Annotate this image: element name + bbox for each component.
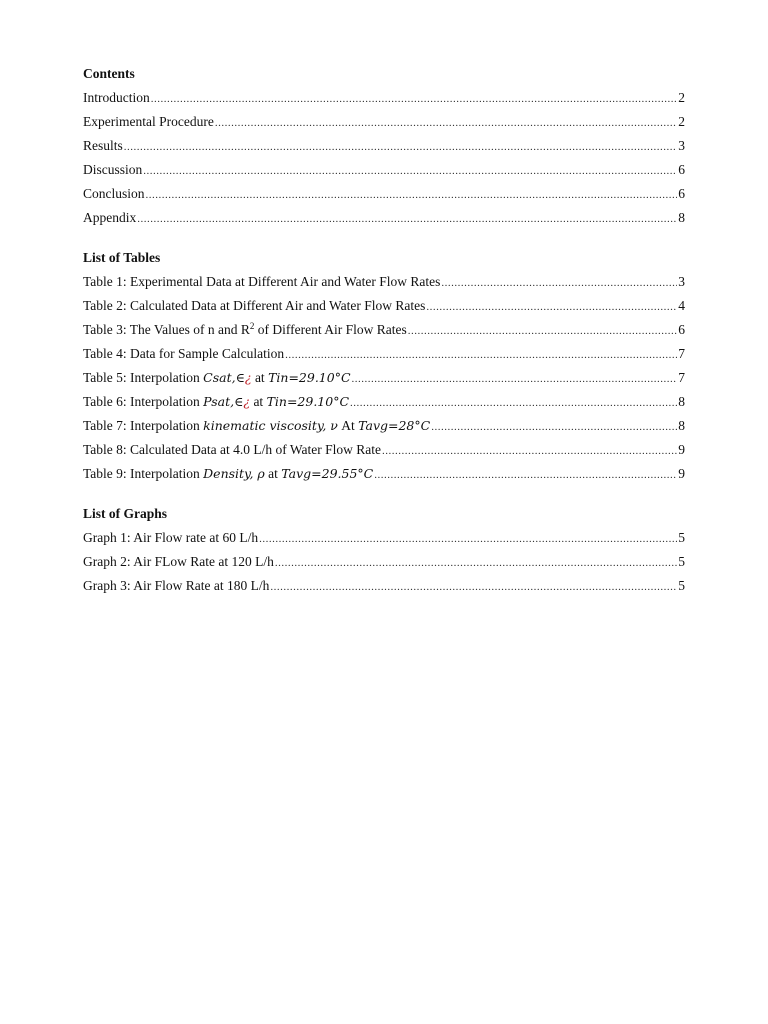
graph-page-number: 5	[678, 530, 685, 545]
section-spacer	[83, 230, 685, 246]
dot-leader	[441, 271, 677, 295]
label-text: at	[251, 370, 269, 385]
dot-leader	[285, 343, 677, 367]
toc-entry-label: Appendix	[83, 210, 137, 225]
table-entry-label: Table 4: Data for Sample Calculation	[83, 346, 285, 361]
toc-entry-label: Introduction	[83, 90, 150, 105]
toc-entry-label: Conclusion	[83, 186, 145, 201]
table-entry-1[interactable]	[83, 270, 685, 294]
table-entry-8[interactable]	[83, 438, 685, 462]
table-entry-9[interactable]	[83, 462, 685, 486]
label-text: at	[264, 466, 282, 481]
table-page-number: 9	[678, 466, 685, 481]
dot-leader	[124, 135, 677, 159]
dot-leader	[408, 319, 677, 343]
graph-entry-label: Graph 3: Air Flow Rate at 180 L/h	[83, 578, 270, 593]
graph-page-number: 5	[678, 554, 685, 569]
math-expression: Tavg=28°C	[358, 418, 431, 433]
table-page-number: 7	[678, 346, 685, 361]
toc-entry-label: Discussion	[83, 162, 143, 177]
dot-leader	[259, 527, 677, 551]
dot-leader	[143, 159, 677, 183]
toc-page-number: 8	[678, 210, 685, 225]
math-expression: , ν	[322, 418, 338, 433]
section-spacer	[83, 486, 685, 502]
toc-page-number: 2	[678, 90, 685, 105]
math-symbol: ¿	[244, 370, 252, 385]
dot-leader	[215, 111, 677, 135]
math-expression: ,∈	[230, 394, 244, 409]
label-text: of Different Air Flow Rates	[254, 322, 407, 337]
table-entry-label	[83, 462, 373, 486]
math-expression: Csat	[203, 370, 232, 385]
toc-page-number: 3	[678, 138, 685, 153]
dot-leader	[275, 551, 677, 575]
math-expression: Tavg=29.55°C	[281, 466, 374, 481]
math-expression: Density	[203, 466, 250, 481]
table-entry-label: Table 2: Calculated Data at Different Air and Water Flow Rates	[83, 298, 426, 313]
table-page-number: 8	[678, 418, 685, 433]
graph-entry-3[interactable]	[83, 574, 685, 598]
toc-entry-discussion[interactable]	[83, 158, 685, 182]
label-text: at	[250, 394, 267, 409]
label-text: Table 9: Interpolation	[83, 466, 204, 481]
graph-entry-label: Graph 2: Air FLow Rate at 120 L/h	[83, 554, 274, 569]
dot-leader	[270, 575, 677, 599]
math-expression: kinematic viscosity	[203, 418, 323, 433]
graph-page-number: 5	[678, 578, 685, 593]
label-text: Table 5: Interpolation	[83, 370, 204, 385]
dot-leader	[137, 207, 677, 231]
math-expression: , ρ	[249, 466, 265, 481]
dot-leader	[374, 463, 677, 487]
dot-leader	[426, 295, 677, 319]
table-entry-5[interactable]	[83, 366, 685, 390]
contents-heading: Contents	[83, 66, 135, 81]
table-of-contents	[83, 62, 685, 598]
table-entry-7[interactable]	[83, 414, 685, 438]
table-page-number: 6	[678, 322, 685, 337]
math-expression: Psat	[203, 394, 231, 409]
list-of-tables-heading: List of Tables	[83, 250, 161, 265]
math-expression: Tin=29.10°C	[266, 394, 350, 409]
dot-leader	[382, 439, 677, 463]
label-text: Table 7: Interpolation	[83, 418, 204, 433]
table-entry-label	[83, 390, 349, 414]
dot-leader	[146, 183, 678, 207]
graph-entry-label: Graph 1: Air Flow rate at 60 L/h	[83, 530, 259, 545]
dot-leader	[431, 415, 677, 439]
table-entry-label	[83, 414, 430, 438]
toc-entry-results[interactable]	[83, 134, 685, 158]
toc-entry-conclusion[interactable]	[83, 182, 685, 206]
math-expression: Tin=29.10°C	[268, 370, 351, 385]
toc-page-number: 6	[678, 186, 685, 201]
table-entry-3[interactable]	[83, 318, 685, 342]
label-text: Table 3: The Values of n and R	[83, 322, 250, 337]
toc-page-number: 6	[678, 162, 685, 177]
dot-leader	[151, 87, 678, 111]
table-page-number: 7	[678, 370, 685, 385]
toc-entry-experimental-procedure[interactable]	[83, 110, 685, 134]
table-entry-2[interactable]	[83, 294, 685, 318]
math-symbol: ¿	[243, 394, 251, 409]
table-entry-label: Table 1: Experimental Data at Different Air and Water Flow Rates	[83, 274, 441, 289]
toc-page-number: 2	[678, 114, 685, 129]
table-entry-6[interactable]	[83, 390, 685, 414]
table-page-number: 4	[678, 298, 685, 313]
table-page-number: 3	[678, 274, 685, 289]
table-entry-label: Table 8: Calculated Data at 4.0 L/h of Water Flow Rate	[83, 442, 382, 457]
label-text: Table 6: Interpolation	[83, 394, 204, 409]
math-expression: ,∈	[231, 370, 245, 385]
toc-entry-introduction[interactable]	[83, 86, 685, 110]
toc-entry-label: Results	[83, 138, 123, 153]
graph-entry-2[interactable]	[83, 550, 685, 574]
dot-leader	[350, 391, 677, 415]
list-of-graphs-heading: List of Graphs	[83, 506, 168, 521]
dot-leader	[352, 367, 678, 391]
table-page-number: 8	[678, 394, 685, 409]
table-entry-label	[83, 366, 351, 390]
label-text: At	[337, 418, 359, 433]
table-entry-label	[83, 318, 407, 342]
table-page-number: 9	[678, 442, 685, 457]
toc-entry-label: Experimental Procedure	[83, 114, 214, 129]
table-entry-4[interactable]	[83, 342, 685, 366]
graph-entry-1[interactable]	[83, 526, 685, 550]
toc-entry-appendix[interactable]	[83, 206, 685, 230]
superscript: 2	[249, 321, 255, 331]
